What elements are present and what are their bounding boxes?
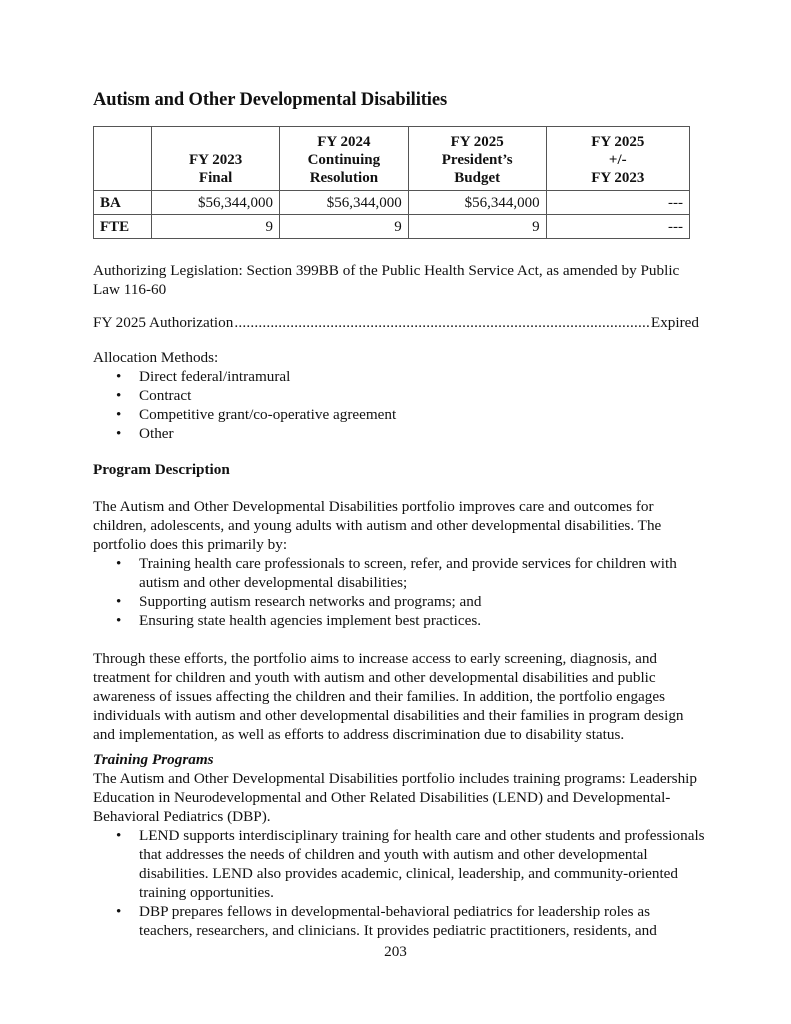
list-item: • DBP prepares fellows in developmental-behavioral pediatrics for leadership roles as teachers, researchers, and clinicians. It provides pediatric practitioners, residents, and: [116, 903, 657, 939]
bullet-icon: •: [116, 827, 122, 844]
cell-fte-fy2023: 9: [152, 215, 280, 239]
program-description-heading: Program Description: [93, 461, 230, 478]
budget-table-header-fy2025-pb: [408, 127, 546, 191]
cell-ba-fy2024: $56,344,000: [279, 191, 408, 215]
header-line: Continuing: [307, 152, 381, 168]
table-row: [94, 215, 690, 239]
row-label-ba: BA: [94, 191, 152, 215]
bullet-icon: •: [116, 387, 122, 404]
header-line: FY 2025: [450, 134, 504, 150]
authorization-line: [93, 314, 699, 332]
page-number: 203: [384, 943, 407, 960]
header-line: +/-: [608, 152, 627, 168]
header-line: President’s: [441, 152, 513, 168]
list-item: • Other: [116, 425, 174, 442]
bullet-icon: •: [116, 368, 122, 385]
bullet-icon: •: [116, 406, 122, 423]
row-label-fte: FTE: [94, 215, 152, 239]
budget-table-header-fy2023: [152, 127, 280, 191]
cell-ba-diff: ---: [546, 191, 689, 215]
list-item: • Competitive grant/co-operative agreement: [116, 406, 397, 423]
table-row: [94, 191, 690, 215]
cell-ba-fy2025: $56,344,000: [408, 191, 546, 215]
program-description-intro: The Autism and Other Developmental Disabilities portfolio improves care and outcomes for children, adolescents, and young adults with autism and other developmental disabilities. The portfolio does this primarily by:: [93, 498, 662, 553]
budget-table-header-empty: [94, 127, 152, 191]
header-line: FY 2023: [189, 152, 243, 168]
bullet-icon: •: [116, 425, 122, 442]
authorization-label: FY 2025 Authorization: [93, 314, 234, 331]
header-line: Resolution: [309, 170, 379, 186]
allocation-methods-list: [116, 367, 706, 443]
budget-table-header-row: [94, 127, 690, 191]
budget-table-header-fy2024: [279, 127, 408, 191]
list-item: • Ensuring state health agencies implement best practices.: [116, 612, 482, 629]
authorization-value: Expired: [650, 314, 699, 331]
header-line: Budget: [454, 170, 501, 186]
bullet-icon: •: [116, 903, 122, 920]
list-item: • Training health care professionals to screen, refer, and provide services for children with autism and other developmental disabilities;: [116, 555, 677, 591]
dot-leader: [234, 314, 650, 332]
list-item: • Contract: [116, 387, 192, 404]
program-description-paragraph: Through these efforts, the portfolio aims to increase access to early screening, diagnosis, and treatment for children and youth with autism and other developmental disabilities and public awareness of issues affecting the children and their families. In addition, the portfolio engages individuals with autism and other developmental disabilities and their families in program design and implementation, as well as efforts to address discrimination due to disability status.: [93, 650, 684, 743]
bullet-icon: •: [116, 593, 122, 610]
training-programs-heading: Training Programs: [93, 751, 214, 768]
list-item: • LEND supports interdisciplinary training for health care and other students and professionals that addresses the needs of children and youth with autism and other developmental disabilities. LEND also provides academic, clinical, leadership, and community-oriented training opportunities.: [116, 827, 705, 901]
header-line: FY 2025: [591, 134, 645, 150]
header-line: FY 2023: [591, 170, 645, 186]
budget-table-header-fy2025-diff: [546, 127, 689, 191]
header-line: Final: [198, 170, 233, 186]
cell-fte-fy2024: 9: [279, 215, 408, 239]
cell-fte-diff: ---: [546, 215, 689, 239]
header-line: FY 2024: [317, 134, 371, 150]
bullet-icon: •: [116, 555, 122, 572]
budget-table: [93, 126, 690, 239]
program-description-list: [116, 554, 706, 630]
cell-fte-fy2025: 9: [408, 215, 546, 239]
list-item: • Direct federal/intramural: [116, 368, 291, 385]
cell-ba-fy2023: $56,344,000: [152, 191, 280, 215]
bullet-icon: •: [116, 612, 122, 629]
authorizing-legislation: Authorizing Legislation: Section 399BB of the Public Health Service Act, as amended by Public Law 116-60: [93, 262, 680, 298]
allocation-methods-heading: Allocation Methods:: [93, 349, 219, 366]
training-programs-list: [116, 826, 706, 940]
section-title: Autism and Other Developmental Disabilities: [93, 90, 448, 110]
list-item: • Supporting autism research networks and programs; and: [116, 593, 482, 610]
training-programs-intro: The Autism and Other Developmental Disabilities portfolio includes training programs: Leadership Education in Neurodevelopmental and Other Related Disabilities (LEND) and Developmental-Behavioral Pediatrics (DBP).: [93, 770, 697, 825]
